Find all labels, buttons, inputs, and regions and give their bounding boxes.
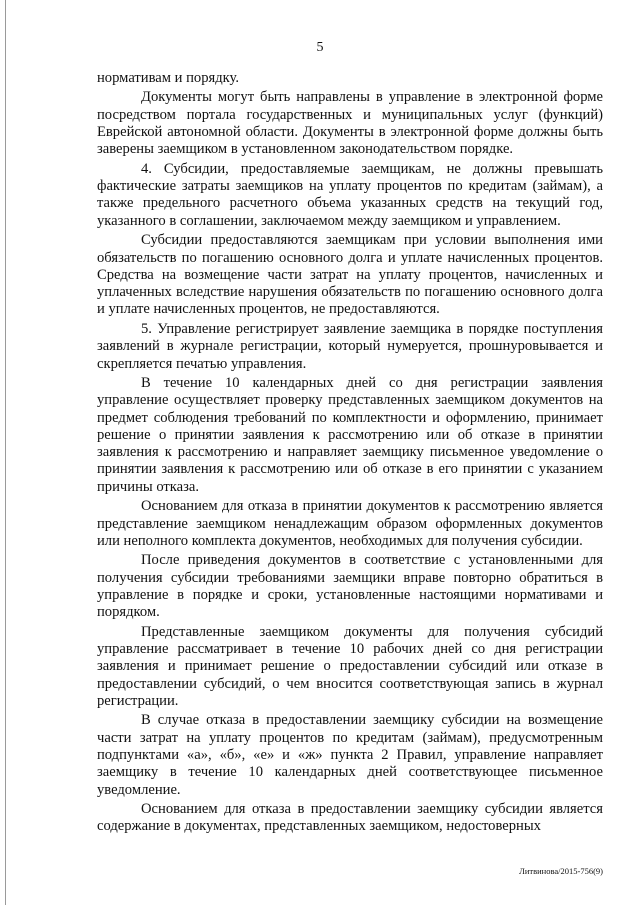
- paragraph-review-period: В течение 10 календарных дней со дня регистрации заявления управление осуществляет проверку представленных заемщиком документов на предмет соблюдения требований по комплектности и оформлению, принимает решение о принятии заявления к рассмотрению или об отказе в принятии заявления к рассмотрению и направляет заемщику письменное уведомление о принятии заявления к рассмотрению или об отказе в его принятии с указанием причины отказа.: [97, 374, 603, 495]
- paragraph-refusal-basis: Основанием для отказа в предоставлении заемщику субсидии является содержание в документах, представленных заемщиком, недостоверных: [97, 801, 603, 835]
- paragraph-electronic-documents: Документы могут быть направлены в управление в электронной форме посредством портала государственных и муниципальных услуг (функций) Еврейской автономной области. Документы в электронной форме должны быть заверены заемщиком в установленном законодательством порядке.: [97, 89, 603, 158]
- document-body: [97, 70, 603, 838]
- page-number: 5: [316, 40, 324, 55]
- paragraph-resubmission: После приведения документов в соответствие с установленными для получения субсидии требованиями заемщики вправе повторно обратиться в управление в порядке и сроки, установленные настоящими нормативами и порядком.: [97, 552, 603, 621]
- paragraph-item-5: 5. Управление регистрирует заявление заемщика в порядке поступления заявлений в журнале регистрации, который нумеруется, прошнуровывается и скрепляется печатью управления.: [97, 320, 603, 372]
- paragraph-refusal-notice: В случае отказа в предоставлении заемщику субсидии на возмещение части затрат на уплату процентов по кредитам (займам), предусмотренным подпунктами «а», «б», «е» и «ж» пункта 2 Правил, управление направляет заемщику в течение 10 календарных дней соответствующее письменное уведомление.: [97, 712, 603, 798]
- paragraph-item-4: 4. Субсидии, предоставляемые заемщикам, не должны превышать фактические затраты заемщиков на уплату процентов по кредитам (займам), а также предельного расчетного объема указанных средств на текущий год, указанного в соглашении, заключаемом между заемщиком и управлением.: [97, 160, 603, 229]
- paragraph-decision: Представленные заемщиком документы для получения субсидий управление рассматривает в течение 10 рабочих дней со дня регистрации заявления и принимает решение о предоставлении субсидий или отказе в предоставлении субсидий, о чем вносится соответствующая запись в журнал регистрации.: [97, 623, 603, 709]
- paragraph-continuation: нормативам и порядку.: [97, 70, 240, 86]
- page-left-edge-line: [5, 0, 6, 905]
- paragraph-subsidy-conditions: Субсидии предоставляются заемщикам при условии выполнения ими обязательств по погашению основного долга и уплате начисленных процентов. Средства на возмещение части затрат на уплату процентов, начисленных и уплаченных вследствие нарушения обязательств по погашению основного долга и уплате начисленных процентов, не предоставляются.: [97, 232, 603, 318]
- paragraph-refusal-grounds: Основанием для отказа в принятии документов к рассмотрению является представление заемщиком ненадлежащим образом оформленных документов или неполного комплекта документов, необходимых для получения субсидии.: [97, 498, 603, 549]
- document-footer-code: Литвинова/2015-756(9): [519, 866, 603, 876]
